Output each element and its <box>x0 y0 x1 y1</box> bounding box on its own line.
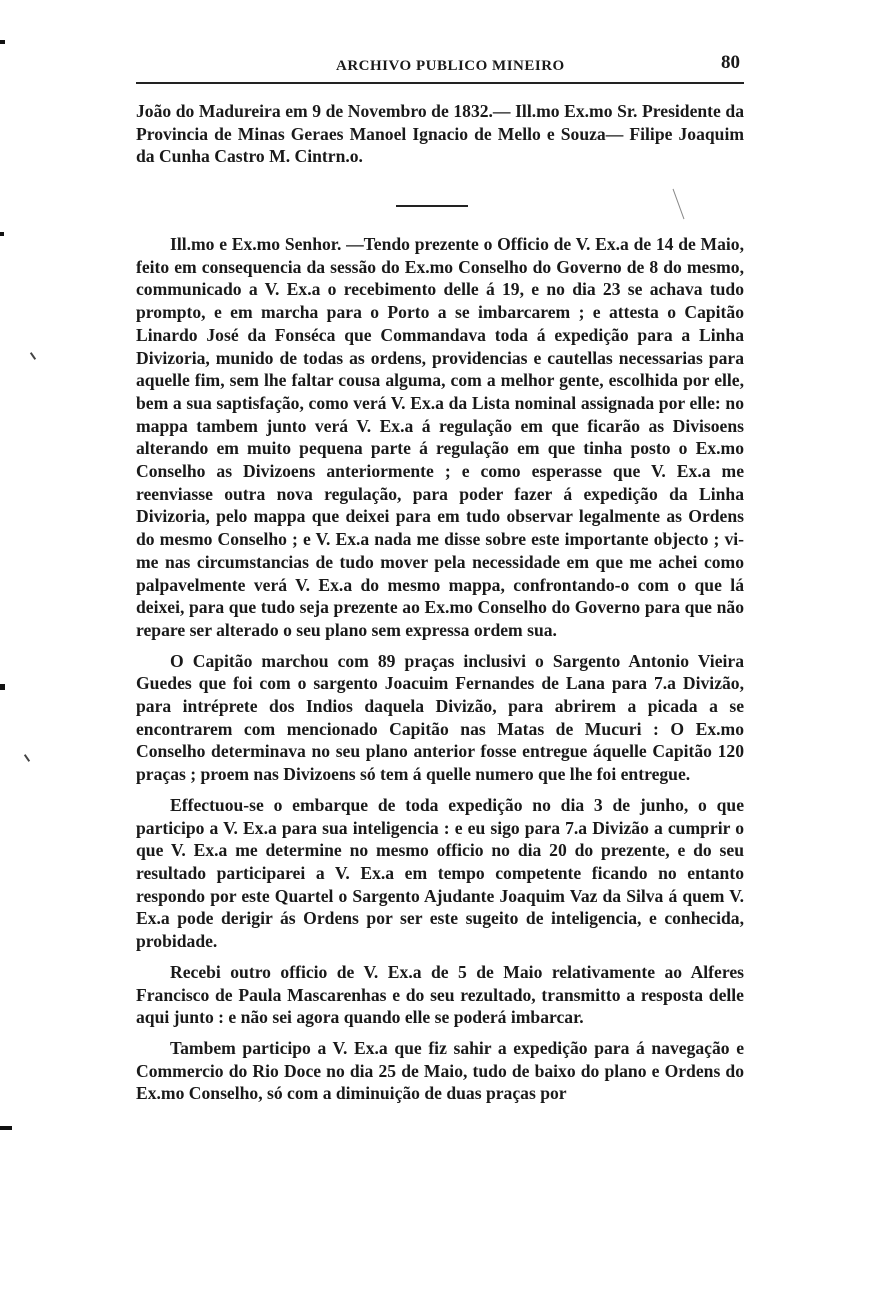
margin-mark <box>0 1126 12 1130</box>
paragraph: Tambem participo a V. Ex.a que fiz sahir a expedição para á navegação e Commercio do Rio Doce no dia 25 de Maio, tudo de baixo do plano e Ordens do Ex.mo Conselho, só com a diminuição de duas praças por <box>136 1037 744 1104</box>
header-rule <box>136 82 744 84</box>
margin-mark <box>0 684 5 690</box>
paragraph: Effectuou-se o embarque de toda expedição no dia 3 de junho, o que participo a V. Ex.a para sua inteligencia : e eu sigo para 7.a Divizão a cumprir o que V. Ex.a me determine no mesmo officio no dia 20 do prezente, e do seu resultado participarei a V. Ex.a em tempo competente ficando no entanto respondo por este Quartel o Sargento Ajudante Joaquim Vaz da Silva á quem V. Ex.a pode derigir ás Ordens por ser este sugeito de inteligencia, e conhecida, probidade. <box>136 794 744 952</box>
continued-paragraph <box>136 100 744 168</box>
pen-mark <box>673 189 685 219</box>
page-number: 80 <box>721 52 740 73</box>
running-header <box>136 52 744 82</box>
letter-body <box>136 233 744 1105</box>
paragraph: João do Madureira em 9 de Novembro de 1832.— Ill.mo Ex.mo Sr. Presidente da Provincia de Minas Geraes Manoel Ignacio de Mello e Souza— Filipe Joaquim da Cunha Castro M. Cintrn.o. <box>136 101 744 167</box>
stray-mark <box>30 352 36 360</box>
margin-mark <box>0 232 4 236</box>
stray-mark <box>24 754 30 762</box>
header-title: ARCHIVO PUBLICO MINEIRO <box>336 58 565 74</box>
margin-mark <box>0 40 5 44</box>
section-separator <box>396 205 468 207</box>
paragraph: O Capitão marchou com 89 praças inclusivi o Sargento Antonio Vieira Guedes que foi com o sargento Joacuim Fernandes de Lana para 7.a Divizão, para intréprete dos Indios daquela Divizão, para abrirem a picada a se encontrarem com mencionado Capitão nas Matas de Mucuri : O Ex.mo Conselho determinava no seu plano anterior fosse entregue áquelle Capitão 120 praças ; proem nas Divizoens só tem á quelle numero que lhe foi entregue. <box>136 650 744 785</box>
paragraph: Ill.mo e Ex.mo Senhor. —Tendo prezente o Officio de V. Ex.a de 14 de Maio, feito em consequencia da sessão do Ex.mo Conselho do Governo de 8 do mesmo, communicado a V. Ex.a o recebimento delle á 19, e no dia 23 se achava tudo prompto, e em marcha para o Porto a se imbarcarem ; e attesta o Capitão Linardo José da Fonséca que Commandava toda á expedição para a Linha Divizoria, munido de todas as ordens, providencias e cautellas necessarias para aquelle fim, sem lhe faltar cousa alguma, com a melhor gente, escolhida por elle, bem a sua saptisfação, como verá V. Ex.a da Lista nominal assignada por elle: no mappa tambem junto verá V. Ex.a á regulação em que ficarão as Divisoens alterando em muito pequena parte á regulação em que tinha posto o Ex.mo Conselho as Divizoens anteriormente ; e como esperasse que V. Ex.a me reenviasse outra nova regulação, para poder fazer á expedição da Linha Divizoria, pelo mappa que deixei para em tudo observar legalmente as Ordens do mesmo Conselho ; e V. Ex.a nada me disse sobre este importante objecto ; vi-me nas circumstancias de tudo mover pela necessidade em que me achei como palpavelmente verá V. Ex.a do mesmo mappa, confrontando-o com o que lá deixei, para que tudo seja prezente ao Ex.mo Conselho do Governo para que não repare ser alterado o seu plano sem expressa ordem sua. <box>136 234 744 640</box>
paragraph: Recebi outro officio de V. Ex.a de 5 de Maio relativamente ao Alferes Francisco de Paula Mascarenhas e do seu rezultado, transmitto a resposta delle aqui junto : e não sei agora quando elle se poderá imbarcar. <box>136 961 744 1028</box>
